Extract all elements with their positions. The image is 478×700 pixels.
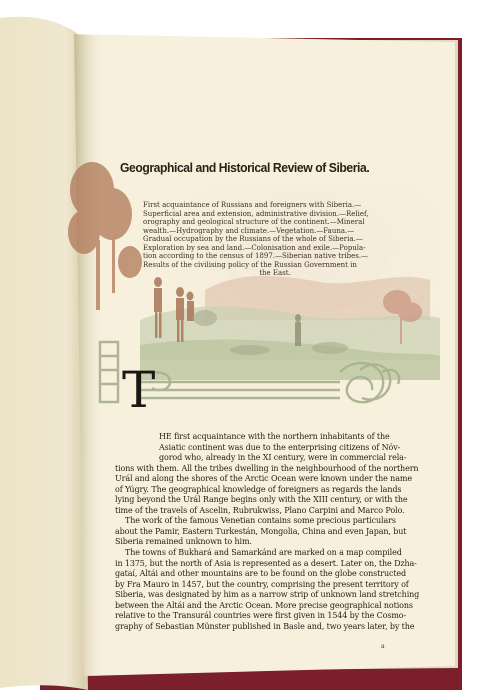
- body-line: of Yúgry. The geographical knowledge of foreigners as regards the lands: [115, 484, 402, 494]
- body-line: tions with them. All the tribes dwelling in the neighbourhood of the northern: [115, 463, 419, 473]
- body-line: Siberia remained unknown to him.: [115, 537, 252, 547]
- drop-cap: T: [122, 361, 156, 419]
- summary-line: First acquaintance of Russians and foreigners with Siberia.—: [143, 201, 362, 209]
- body-line: Asiatic continent was due to the enterprising citizens of Nóv-: [159, 442, 401, 452]
- body-line: between the Altái and the Arctic Ocean. More precise geographical notions: [115, 600, 413, 610]
- body-line: about the Pamir, Eastern Turkestán, Mongolia, China and even Japan, but: [115, 526, 407, 536]
- summary-line: Exploration by sea and land.—Colonisation and exile.—Popula-: [143, 243, 366, 252]
- summary-line: orography and geological structure of the continent.—Mineral: [143, 218, 365, 226]
- summary-line: tion according to the census of 1897.—Siberian native tribes.—: [143, 252, 369, 260]
- summary-line: Results of the civilising policy of the Russian Government in: [143, 260, 357, 269]
- body-line: Siberia, was designated by him as a narrow strip of unknown land stretching: [115, 590, 420, 600]
- signature-mark: a: [381, 643, 385, 650]
- chapter-summary: [143, 201, 407, 278]
- summary-line: Gradual occupation by the Russians of the whole of Siberia.—: [143, 235, 363, 243]
- body-line: lying beyond the Urál Range begins only with the XIII century, or with the: [115, 495, 408, 505]
- summary-line: wealth.—Hydrography and climate.—Vegetation.—Fauna.—: [143, 226, 355, 235]
- body-line: Urál and along the shores of the Arctic Ocean were known under the name: [115, 474, 412, 484]
- body-line: gataí, Altái and other mountains are to be found on the globe constructed: [115, 569, 407, 579]
- left-page: [0, 17, 88, 690]
- body-line: graphy of Sebastian Münster published in Basle and, two years later, by the: [115, 621, 415, 631]
- body-line: gorod who, already in the XI century, were in commercial rela-: [159, 453, 407, 463]
- body-line: by Fra Mauro in 1457, but the country, comprising the present territory of: [115, 579, 409, 589]
- body-text: [115, 432, 420, 632]
- body-line: HE first acquaintance with the northern inhabitants of the: [159, 432, 390, 441]
- body-line: The towns of Bukhará and Samarkánd are marked on a map compiled: [125, 548, 402, 558]
- body-line: The work of the famous Venetian contains some precious particulars: [125, 516, 396, 526]
- body-line: time of the travels of Ascelin, Rubrukwiss, Plano Carpini and Marco Polo.: [115, 505, 405, 515]
- page-title: Geographical and Historical Review of Siberia.: [120, 160, 370, 175]
- summary-line: Superficial area and extension, administrative division.—Relief,: [143, 209, 369, 218]
- body-line: relative to the Transurál countries were first given in 1544 by the Cosmo-: [115, 611, 407, 621]
- summary-line: the East.: [259, 269, 291, 277]
- body-line: in 1375, but the north of Asia is represented as a desert. Later on, the Dzha-: [115, 558, 417, 568]
